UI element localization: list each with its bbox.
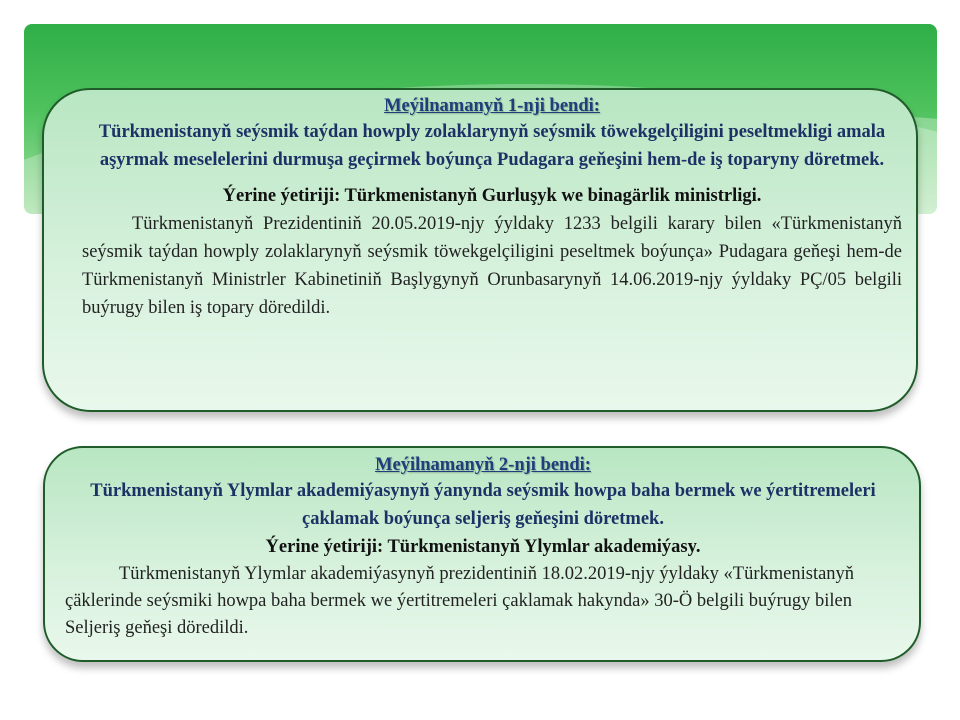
plan-item-2-title: Meýilnamanyň 2-nji bendi: [375, 455, 591, 475]
plan-item-1-panel [42, 88, 918, 412]
plan-item-1-description: Türkmenistanyň Prezidentiniň 20.05.2019-njy ýyldaky 1233 belgili karary bilen «Türkmenistanyň seýsmik taýdan howply zolaklarynyň seýsmik töwekgelçiligini peseltmek boýunça» Pudagara geňeşi hem-de Türkmenistanyň Ministrler Kabinetiniň Başlygynyň Orunbasarynyň 14.06.2019-njy ýyldaky PÇ/05 belgili buýrugy bilen iş topary döredildi. [82, 214, 902, 318]
plan-item-2-task: Türkmenistanyň Ylymlar akademiýasynyň ýanynda seýsmik howpa baha bermek we ýertitremeleri çaklamak boýunça seljeriş geňeşini döretmek. [90, 481, 876, 529]
plan-item-2-panel [43, 446, 921, 662]
plan-item-1-executor: Ýerine ýetiriji: Türkmenistanyň Gurluşyk we binagärlik ministrligi. [222, 186, 762, 206]
plan-item-1-task: Türkmenistanyň seýsmik taýdan howply zolaklarynyň seýsmik töwekgelçiligini peseltmekligi amala aşyrmak meselelerini durmuşa geçirmek boýunça Pudagara geňeşini hem-de iş toparyny döretmek. [98, 122, 886, 170]
plan-item-2-executor: Ýerine ýetiriji: Türkmenistanyň Ylymlar akademiýasy. [265, 537, 701, 557]
plan-item-1-title: Meýilnamanyň 1-nji bendi: [384, 96, 600, 116]
plan-item-2-description: Türkmenistanyň Ylymlar akademiýasynyň prezidentiniň 18.02.2019-njy ýyldaky «Türkmenistanyň çäklerinde seýsmiki howpa baha bermek we ýertitremeleri çaklamak hakynda» 30-Ö belgili buýrugy bilen Seljeriş geňeşi döredildi. [65, 564, 855, 638]
